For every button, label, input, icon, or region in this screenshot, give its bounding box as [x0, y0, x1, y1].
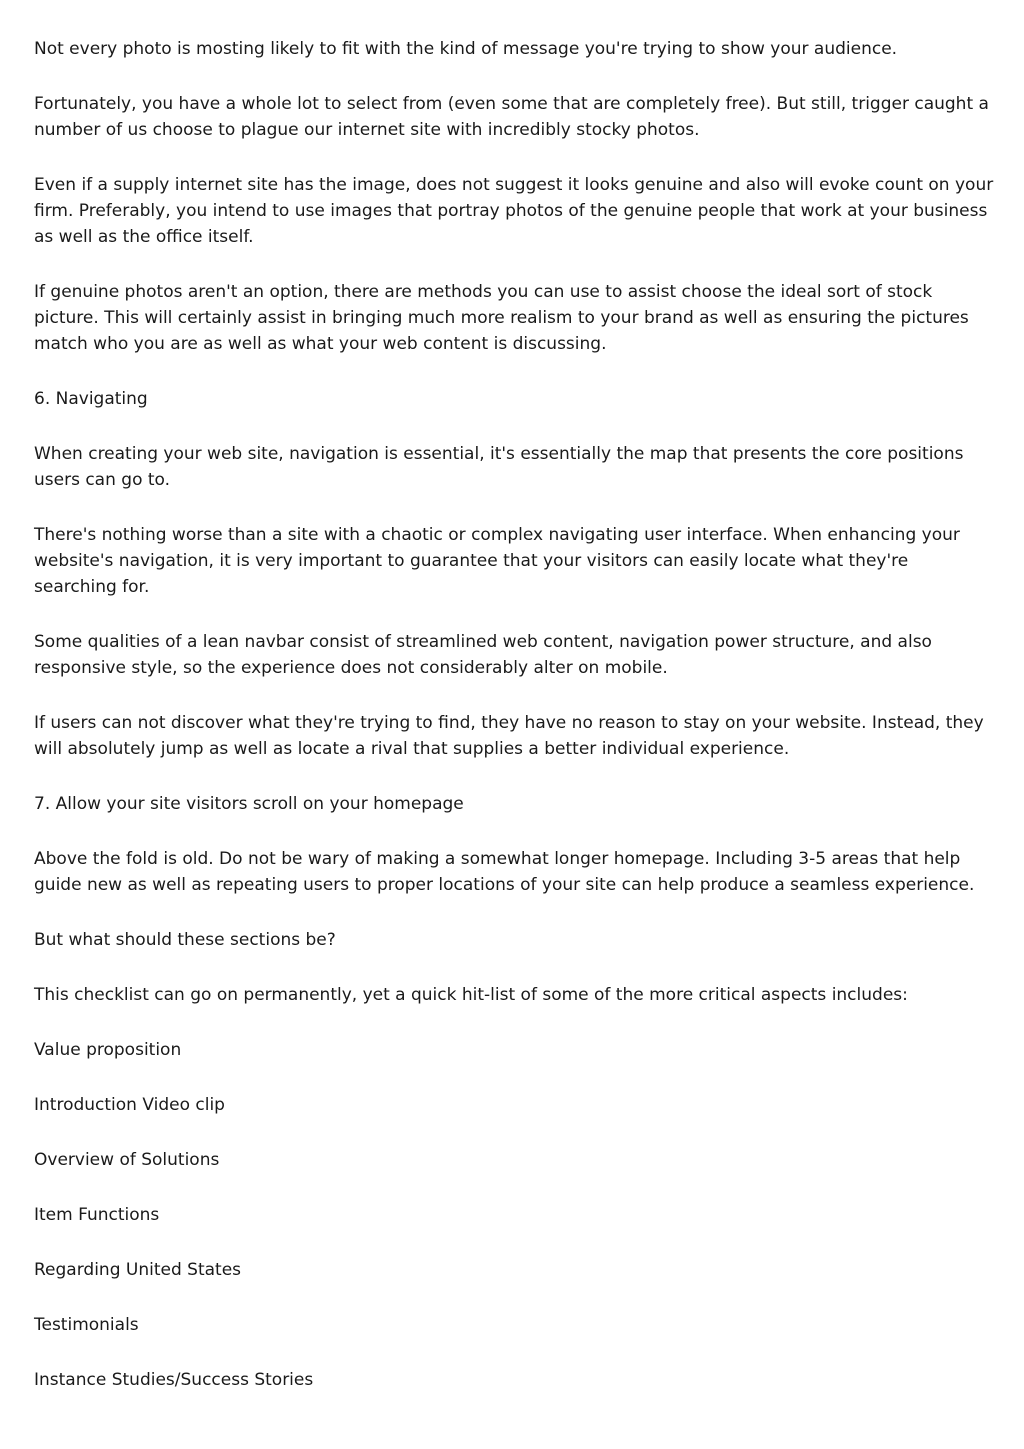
section-heading-scroll-homepage: 7. Allow your site visitors scroll on your homepage — [34, 794, 464, 814]
paragraph-lean-navbar: Some qualities of a lean navbar consist of streamlined web content, navigation power structure, and also responsive style, so the experience does not considerably alter on mobile. — [34, 632, 932, 678]
section-heading-navigating: 6. Navigating — [34, 389, 148, 409]
paragraph-supply-site: Even if a supply internet site has the image, does not suggest it looks genuine and also will evoke count on your firm. Preferably, you intend to use images that portray photos of the genuine people that work at your business as well as the office itself. — [34, 175, 994, 247]
list-item-overview-solutions: Overview of Solutions — [34, 1150, 220, 1170]
list-item-value-proposition: Value proposition — [34, 1040, 182, 1060]
list-item-introduction-video: Introduction Video clip — [34, 1095, 225, 1115]
document-body — [34, 36, 994, 1422]
paragraph-navigation-essential: When creating your web site, navigation is essential, it's essentially the map that presents the core positions users can go to. — [34, 444, 964, 490]
paragraph-genuine-photos: If genuine photos aren't an option, there are methods you can use to assist choose the ideal sort of stock picture. This will certainly assist in bringing much more realism to your brand as well as ensuring the pictures match who you are as well as what your web content is discussing. — [34, 282, 969, 354]
paragraph-sections-question: But what should these sections be? — [34, 930, 336, 950]
list-item-item-functions: Item Functions — [34, 1205, 160, 1225]
list-item-testimonials: Testimonials — [34, 1315, 139, 1335]
paragraph-select-from: Fortunately, you have a whole lot to select from (even some that are completely free). But still, trigger caught a number of us choose to plague our internet site with incredibly stocky photos. — [34, 94, 989, 140]
paragraph-users-discover: If users can not discover what they're trying to find, they have no reason to stay on your website. Instead, they will absolutely jump as well as locate a rival that supplies a better individual experience. — [34, 713, 984, 759]
list-item-regarding-us: Regarding United States — [34, 1260, 242, 1280]
paragraph-chaotic-navigation: There's nothing worse than a site with a chaotic or complex navigating user interface. When enhancing your website's navigation, it is very important to guarantee that your visitors can easily locate what they're searching for. — [34, 525, 960, 597]
paragraph-above-fold: Above the fold is old. Do not be wary of making a somewhat longer homepage. Including 3-5 areas that help guide new as well as repeating users to proper locations of your site can help produce a seamless experience. — [34, 849, 975, 895]
paragraph-photo-fit: Not every photo is mosting likely to fit with the kind of message you're trying to show your audience. — [34, 39, 898, 59]
list-item-case-studies: Instance Studies/Success Stories — [34, 1370, 314, 1390]
paragraph-checklist-intro: This checklist can go on permanently, yet a quick hit-list of some of the more critical aspects includes: — [34, 985, 908, 1005]
